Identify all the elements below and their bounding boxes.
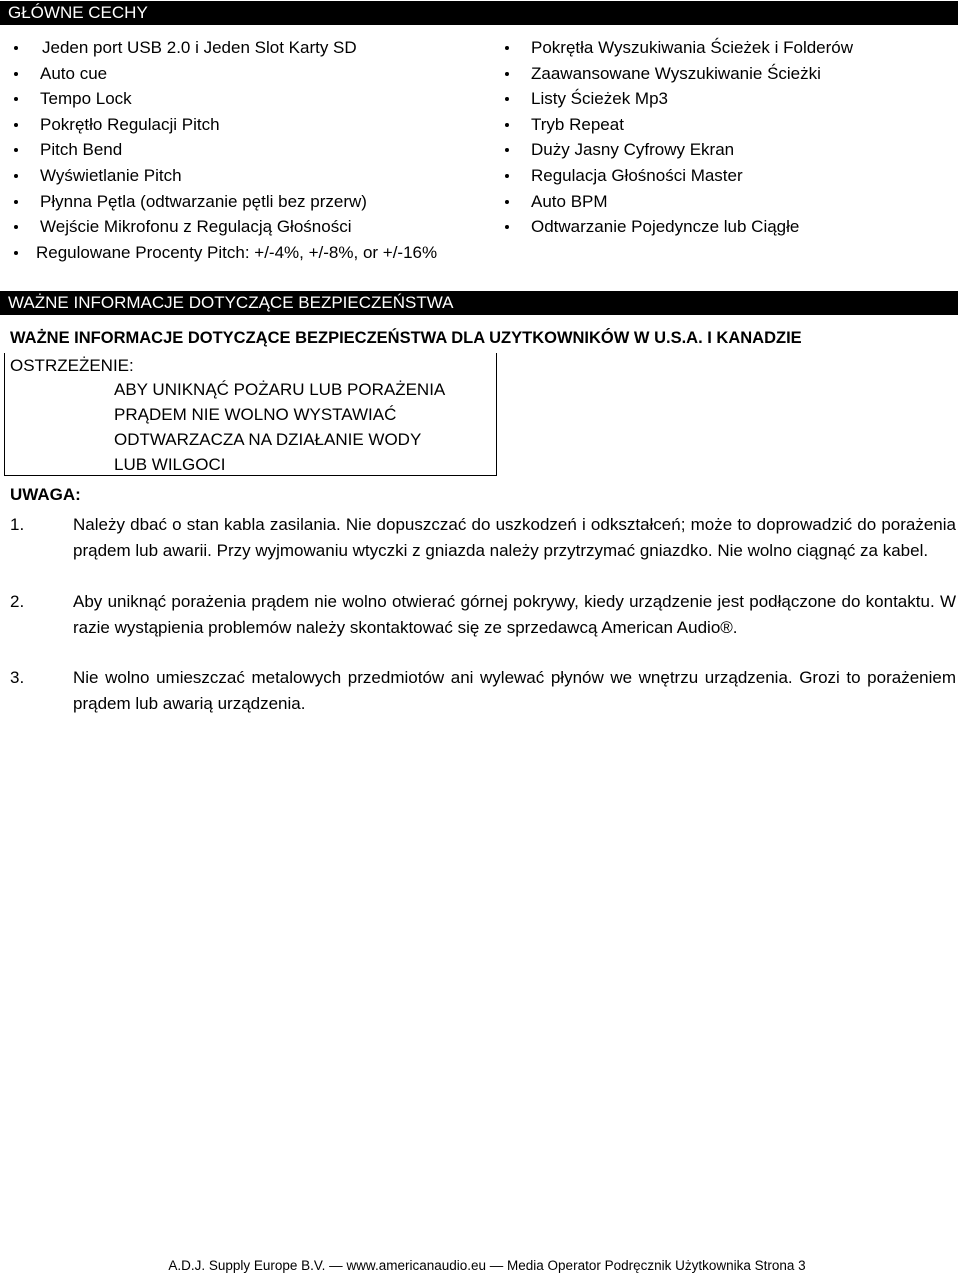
note-item	[10, 512, 956, 563]
list-item: Wejście Mikrofonu z Regulacją Głośności	[14, 214, 437, 240]
features-heading: GŁÓWNE CECHY	[0, 1, 958, 25]
list-item: Duży Jasny Cyfrowy Ekran	[505, 137, 853, 163]
list-item: Wyświetlanie Pitch	[14, 163, 437, 189]
list-item: Regulowane Procenty Pitch: +/-4%, +/-8%, or +/-16%	[14, 240, 437, 266]
safety-subheading: WAŻNE INFORMACJE DOTYCZĄCE BEZPIECZEŃSTWA DLA UZYTKOWNIKÓW W U.S.A. I KANADZIE	[10, 329, 802, 347]
list-item: Płynna Pętla (odtwarzanie pętli bez przerw)	[14, 189, 437, 215]
list-item: Regulacja Głośności Master	[505, 163, 853, 189]
warning-text	[114, 377, 445, 477]
note-text: Należy dbać o stan kabla zasilania. Nie dopuszczać do uszkodzeń i odkształceń; może to doprowadzić do porażenia prądem lub awarii. Przy wyjmowaniu wtyczki z gniazda należy przytrzymać gniazdko. Nie wolno ciągnąć za kabel.	[73, 515, 956, 560]
list-item: Odtwarzanie Pojedyncze lub Ciągłe	[505, 214, 853, 240]
note-item	[10, 665, 956, 716]
note-text: Nie wolno umieszczać metalowych przedmiotów ani wylewać płynów we wnętrzu urządzenia. Grozi to porażeniem prądem lub awarią urządzenia.	[73, 668, 956, 713]
list-item: Tempo Lock	[14, 86, 437, 112]
features-list-right	[505, 35, 853, 240]
footer-company: A.D.J. Supply Europe B.V. —	[168, 1258, 343, 1273]
note-number: 1.	[10, 515, 25, 534]
list-item: Pitch Bend	[14, 137, 437, 163]
note-text: Aby uniknąć porażenia prądem nie wolno otwierać górnej pokrywy, kiedy urządzenie jest podłączone do kontaktu. W razie wystąpienia problemów należy skontaktować się ze sprzedawcą American Audio®.	[73, 592, 956, 637]
warning-line: ODTWARZACZA NA DZIAŁANIE WODY	[114, 430, 422, 449]
note-number: 2.	[10, 592, 25, 611]
footer-website-link[interactable]: www.americanaudio.eu	[346, 1258, 487, 1273]
warning-label: OSTRZEŻENIE:	[10, 356, 134, 375]
list-item: Jeden port USB 2.0 i Jeden Slot Karty SD	[14, 35, 437, 61]
list-item: Auto BPM	[505, 189, 853, 215]
note-label: UWAGA:	[10, 485, 81, 504]
warning-line: LUB WILGOCI	[114, 455, 226, 474]
note-item	[10, 589, 956, 640]
features-list-left	[14, 35, 437, 265]
warning-line: ABY UNIKNĄĆ POŻARU LUB PORAŻENIA	[114, 380, 446, 399]
list-item: Pokrętła Wyszukiwania Ścieżek i Folderów	[505, 35, 853, 61]
list-item: Zaawansowane Wyszukiwanie Ścieżki	[505, 61, 853, 87]
safety-heading: WAŻNE INFORMACJE DOTYCZĄCE BEZPIECZEŃSTWA	[0, 291, 958, 315]
list-item: Tryb Repeat	[505, 112, 853, 138]
note-number: 3.	[10, 668, 25, 687]
footer-manual-title: — Media Operator Podręcznik Użytkownika Strona 3	[489, 1258, 806, 1273]
list-item: Pokrętło Regulacji Pitch	[14, 112, 437, 138]
page-footer	[0, 1258, 960, 1273]
list-item: Auto cue	[14, 61, 437, 87]
list-item: Listy Ścieżek Mp3	[505, 86, 853, 112]
warning-line: PRĄDEM NIE WOLNO WYSTAWIAĆ	[114, 405, 397, 424]
